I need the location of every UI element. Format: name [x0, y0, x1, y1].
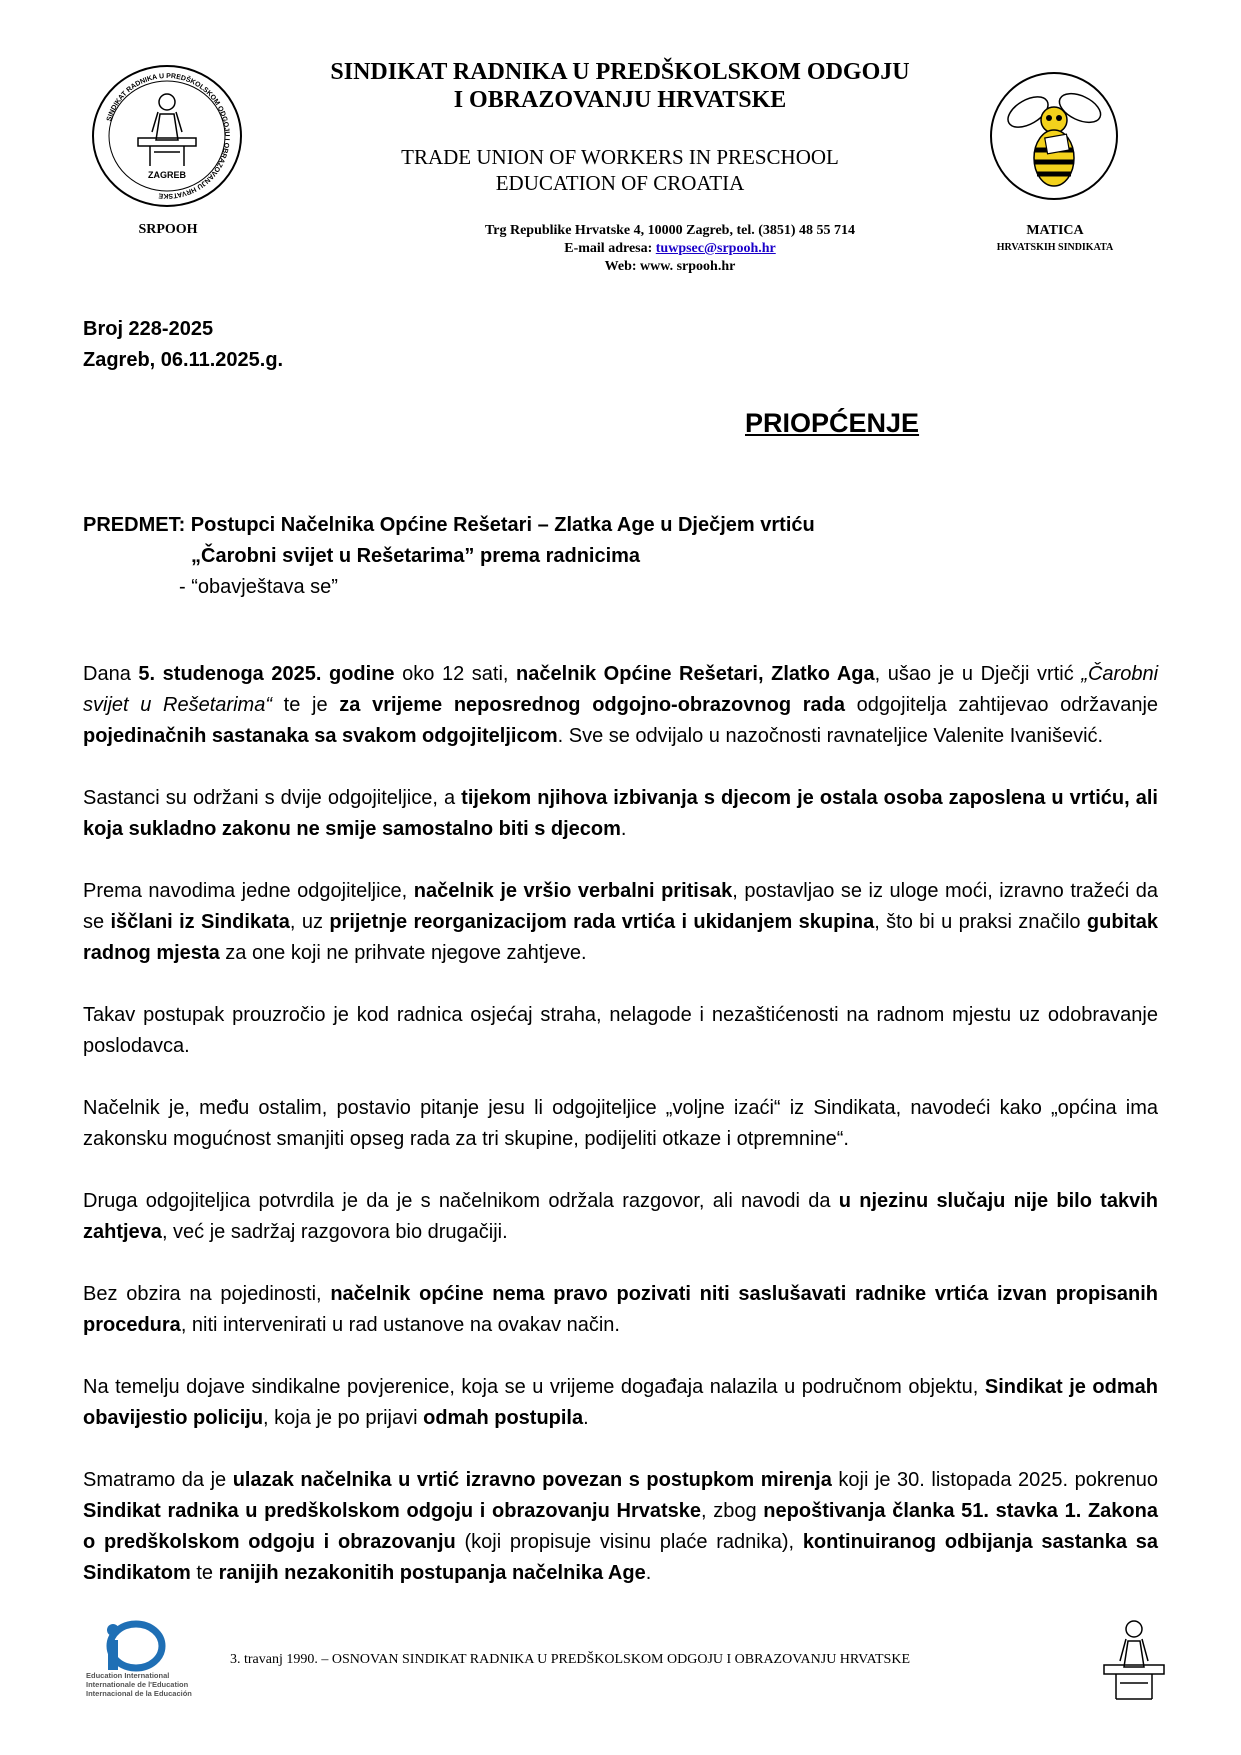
ei-line2: Internationale de l'Education	[86, 1680, 189, 1689]
text-run: tijekom njihova izbivanja s djecom je ostala osoba zaposlena u vrtiću, ali koja sukladno zakonu ne smije samostalno biti s djecom	[83, 787, 1158, 840]
body-paragraph	[83, 659, 1158, 752]
srpooh-label: SRPOOH	[138, 222, 198, 237]
contact-web: Web: www. srpooh.hr	[604, 259, 736, 274]
ei-line3: Internacional de la Educación	[86, 1689, 192, 1698]
matica-label-line2: HRVATSKIH SINDIKATA	[996, 242, 1114, 253]
text-run: , zbog	[701, 1500, 764, 1522]
text-run: iščlani iz Sindikata	[110, 911, 290, 933]
text-run: Načelnik je, među ostalim, postavio pitanje jesu li odgojiteljice „voljne izaći“ iz Sindikata, navodeći kako „općina ima zakonsku mogućnost smanjiti opseg rada za tri skupine, podijeliti otkaze i otpremnine“.	[83, 1097, 1158, 1150]
footer-srpooh-figure-logo	[1098, 1615, 1170, 1711]
text-run: ulazak načelnika u vrtić izravno povezan s postupkom mirenja	[232, 1469, 832, 1491]
matica-bee-logo	[988, 70, 1120, 202]
subject-line3: - “obavještava se”	[179, 576, 338, 598]
document-heading: PRIOPĆENJE	[745, 408, 920, 438]
body-paragraph	[83, 1279, 1158, 1341]
svg-text:SINDIKAT RADNIKA U PREDŠKOLSKO	[106, 73, 230, 199]
text-run: Prema navodima jedne odgojiteljice,	[83, 880, 414, 902]
text-run: Takav postupak prouzročio je kod radnica osjećaj straha, nelagode i nezaštićenosti na radnom mjestu uz odobravanje poslodavca.	[83, 1004, 1158, 1057]
text-run: , ušao je u Dječji vrtić	[874, 663, 1082, 685]
body-paragraph	[83, 1093, 1158, 1155]
footer-text: 3. travanj 1990. – OSNOVAN SINDIKAT RADNIKA U PREDŠKOLSKOM ODGOJU I OBRAZOVANJU HRVATSKE	[230, 1652, 910, 1667]
body-paragraph	[83, 876, 1158, 969]
document-number: Broj 228-2025	[83, 318, 214, 340]
text-run: te	[190, 1562, 219, 1584]
text-run: , već je sadržaj razgovora bio drugačiji.	[161, 1221, 508, 1243]
text-run: te je	[271, 694, 340, 716]
org-title-line1: SINDIKAT RADNIKA U PREDŠKOLSKOM ODGOJU	[330, 59, 910, 85]
email-link[interactable]: tuwpsec@srpooh.hr	[655, 241, 776, 256]
body-paragraph	[83, 1465, 1158, 1589]
text-run: za one koji ne prihvate njegove zahtjeve.	[219, 942, 587, 964]
org-title-line2: I OBRAZOVANJU HRVATSKE	[453, 87, 787, 113]
text-run: „Čarobni svijet u Rešetarima“	[83, 663, 1159, 716]
subject-line2: „Čarobni svijet u Rešetarima” prema radnicima	[191, 545, 641, 567]
text-run: u njezinu slučaju nije bilo takvih zahtjeva	[83, 1190, 1158, 1243]
text-run: načelnik je vršio verbalni pritisak	[413, 880, 733, 902]
text-run: .	[645, 1562, 652, 1584]
text-run: pojedinačnih sastanaka sa svakom odgojiteljicom	[83, 725, 558, 747]
document-place-date: Zagreb, 06.11.2025.g.	[83, 349, 284, 371]
seal-city-text: ZAGREB	[148, 170, 186, 180]
email-label: E-mail adresa:	[564, 241, 656, 256]
text-run: Smatramo da je	[83, 1469, 233, 1491]
text-run: .	[583, 1407, 589, 1429]
text-run: , koja je po prijavi	[263, 1407, 424, 1429]
text-run: (koji propisuje visinu plaće radnika),	[455, 1531, 803, 1553]
text-run: nepoštivanja članka 51. stavka 1. Zakona o predškolskom odgoju i obrazovanju	[83, 1500, 1158, 1553]
text-run: prijetnje reorganizacijom rada vrtića i ukidanjem skupina	[329, 911, 875, 933]
text-run: .	[620, 818, 627, 840]
contact-info	[420, 222, 920, 276]
subject-line1: PREDMET: Postupci Načelnika Općine Rešetari – Zlatka Age u Dječjem vrtiću	[83, 514, 815, 536]
body-paragraph	[83, 1186, 1158, 1248]
text-run: . Sve se odvijalo u nazočnosti ravnateljice Valenite Ivanišević.	[557, 725, 1104, 747]
text-run: gubitak radnog mjesta	[83, 911, 1159, 964]
body-paragraph	[83, 1372, 1158, 1434]
text-run: za vrijeme neposrednog odgojno-obrazovnog rada	[339, 694, 845, 716]
org-title	[270, 58, 970, 114]
matica-label	[960, 222, 1150, 256]
text-run: oko 12 sati,	[394, 663, 517, 685]
text-run: , što bi u praksi značilo	[874, 911, 1087, 933]
text-run: načelnik općine nema pravo pozivati niti saslušavati radnike vrtića izvan propisanih procedura	[83, 1283, 1158, 1336]
text-run: , uz	[289, 911, 330, 933]
text-run: odmah postupila	[423, 1407, 584, 1429]
seal-ring-text: SINDIKAT RADNIKA U PREDŠKOLSKOM ODGOJU I OBRAZOVANJU HRVATSKE	[105, 72, 231, 200]
text-run: Druga odgojiteljica potvrdila je da je s načelnikom održala razgovor, ali navodi da	[83, 1190, 839, 1212]
text-run: 5. studenoga 2025. godine	[138, 663, 395, 685]
contact-email-row	[420, 240, 920, 258]
text-run: kontinuiranog odbijanja sastanka sa Sindikatom	[83, 1531, 1158, 1584]
text-run: ranijih nezakonitih postupanja načelnika Age	[218, 1562, 646, 1584]
text-run: Sindikat je odmah obavijestio policiju	[83, 1376, 1158, 1429]
body-paragraph	[83, 1000, 1158, 1062]
text-run: načelnik Općine Rešetari, Zlatko Aga	[516, 663, 875, 685]
body-text	[83, 659, 1158, 1620]
text-run: Sindikat radnika u predškolskom odgoju i obrazovanju Hrvatske	[83, 1500, 701, 1522]
ei-line1: Education International	[86, 1671, 170, 1680]
srpooh-seal-logo	[88, 62, 246, 210]
org-en-line2: EDUCATION OF CROATIA	[495, 171, 745, 195]
body-paragraph	[83, 783, 1158, 845]
subject-block	[83, 510, 815, 603]
text-run: Dana	[83, 663, 139, 685]
text-run: koji je 30. listopada 2025. pokrenuo	[831, 1469, 1158, 1491]
text-run: , postavljao se iz uloge moći, izravno tražeći da se	[83, 880, 1158, 933]
text-run: Bez obzira na pojedinosti,	[83, 1283, 331, 1305]
text-run: Na temelju dojave sindikalne povjerenice, koja se u vrijeme događaja nalazila u područnom objektu,	[83, 1376, 985, 1398]
org-title-english	[270, 144, 970, 196]
text-run: , niti intervenirati u rad ustanove na ovakav način.	[180, 1314, 620, 1336]
matica-label-line1: MATICA	[1026, 223, 1084, 238]
text-run: odgojitelja zahtijevao održavanje	[844, 694, 1159, 716]
org-en-line1: TRADE UNION OF WORKERS IN PRESCHOOL	[401, 145, 839, 169]
education-international-logo	[86, 1620, 196, 1698]
text-run: Sastanci su održani s dvije odgojiteljice, a	[83, 787, 462, 809]
contact-address: Trg Republike Hrvatske 4, 10000 Zagreb, tel. (3851) 48 55 714	[484, 223, 856, 238]
document-meta	[83, 314, 283, 376]
